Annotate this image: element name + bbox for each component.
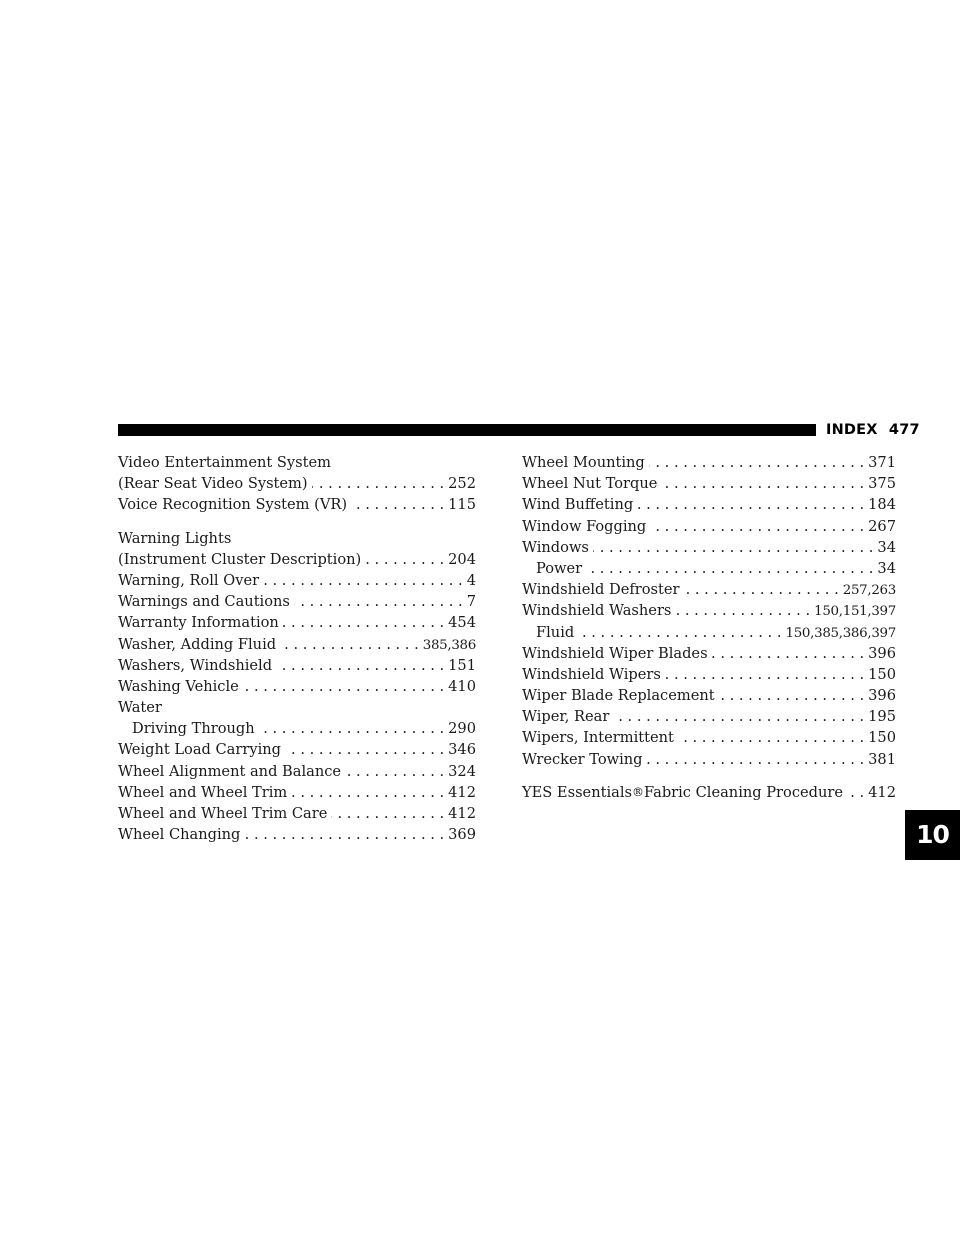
index-term: Weight Load Carrying bbox=[118, 741, 281, 759]
dot-leader bbox=[244, 824, 444, 845]
brand-name: YES Essentials bbox=[522, 783, 632, 801]
index-term: Window Fogging bbox=[522, 517, 647, 535]
header-rule bbox=[118, 424, 816, 436]
dot-leader bbox=[678, 727, 864, 748]
index-page: 150,151,397 bbox=[814, 604, 896, 620]
index-term: Power bbox=[536, 559, 583, 577]
page-number: 477 bbox=[888, 422, 920, 438]
index-page: 204 bbox=[448, 550, 476, 568]
dot-leader bbox=[263, 570, 463, 591]
index-term: Windshield Wipers bbox=[522, 665, 661, 683]
index-entry bbox=[118, 570, 476, 591]
term-remainder: Fabric Cleaning Procedure bbox=[643, 783, 843, 801]
index-entry bbox=[522, 516, 896, 537]
index-entry bbox=[522, 706, 896, 727]
index-entry bbox=[118, 676, 476, 697]
index-term: Windshield Washers bbox=[522, 602, 672, 620]
index-term: Wheel and Wheel Trim Care bbox=[118, 805, 328, 822]
index-page: 257,263 bbox=[842, 583, 896, 599]
index-heading-video: Video Entertainment System bbox=[118, 454, 331, 471]
index-subentry bbox=[118, 718, 476, 739]
index-entry bbox=[118, 655, 476, 676]
index-page: 150 bbox=[868, 729, 896, 747]
index-entry bbox=[522, 579, 896, 600]
dot-leader bbox=[650, 516, 864, 537]
index-term: Wheel Alignment and Balance bbox=[118, 762, 342, 780]
index-entry bbox=[118, 739, 476, 760]
index-page: 412 bbox=[448, 805, 476, 822]
chapter-tab: 10 bbox=[905, 810, 960, 860]
dot-leader bbox=[291, 782, 444, 803]
registered-mark: ® bbox=[631, 784, 644, 799]
index-page: 412 bbox=[448, 783, 476, 801]
index-page: 267 bbox=[868, 517, 896, 535]
index-term bbox=[522, 782, 843, 803]
dot-leader bbox=[675, 600, 810, 621]
index-term: (Instrument Cluster Description) bbox=[118, 550, 362, 568]
index-entry bbox=[522, 494, 896, 515]
index-entry bbox=[118, 803, 476, 824]
index-entry bbox=[522, 537, 896, 558]
index-entry bbox=[522, 452, 896, 473]
dot-leader bbox=[259, 718, 444, 739]
index-page: 34 bbox=[877, 538, 896, 556]
dot-leader bbox=[637, 494, 864, 515]
index-page: 375 bbox=[868, 475, 896, 493]
index-term: Wheel and Wheel Trim bbox=[118, 783, 288, 801]
index-term: Wheel Nut Torque bbox=[522, 475, 658, 493]
index-column-right bbox=[522, 452, 896, 803]
index-term: Wiper Blade Replacement bbox=[522, 687, 715, 705]
index-page: 184 bbox=[868, 496, 896, 514]
index-entry bbox=[522, 600, 896, 621]
section-title: INDEX bbox=[826, 422, 878, 438]
index-entry bbox=[118, 782, 476, 803]
dot-leader bbox=[593, 537, 874, 558]
dot-leader bbox=[365, 549, 444, 570]
index-term: Wiper, Rear bbox=[522, 708, 610, 726]
index-page: 7 bbox=[466, 593, 476, 611]
index-heading-warning: Warning Lights bbox=[118, 529, 232, 547]
index-entry bbox=[522, 664, 896, 685]
index-page: 346 bbox=[448, 741, 476, 759]
dot-leader bbox=[312, 473, 445, 494]
index-page: 151 bbox=[448, 656, 476, 674]
dot-leader bbox=[683, 579, 838, 600]
index-page: 4 bbox=[466, 571, 476, 589]
index-term: (Rear Seat Video System) bbox=[118, 475, 308, 493]
index-column-left bbox=[118, 452, 476, 845]
index-entry bbox=[522, 749, 896, 770]
index-page: 396 bbox=[868, 644, 896, 662]
index-page: 369 bbox=[448, 826, 476, 844]
index-term: Windshield Wiper Blades bbox=[522, 644, 708, 662]
index-term: Wrecker Towing bbox=[522, 750, 643, 768]
index-heading-water: Water bbox=[118, 699, 162, 717]
index-term: Voice Recognition System (VR) bbox=[118, 496, 348, 514]
index-term: Washer, Adding Fluid bbox=[118, 635, 277, 653]
index-entry bbox=[118, 824, 476, 845]
index-page: 396 bbox=[868, 687, 896, 705]
index-term: Windshield Defroster bbox=[522, 581, 680, 599]
dot-leader bbox=[578, 622, 781, 643]
index-page: 290 bbox=[448, 720, 476, 738]
index-term: Driving Through bbox=[132, 720, 255, 738]
index-page: 371 bbox=[868, 454, 896, 471]
index-term: Warnings and Cautions bbox=[118, 593, 290, 611]
index-entry bbox=[118, 494, 476, 515]
index-term: Washing Vehicle bbox=[118, 677, 239, 695]
index-subentry bbox=[522, 558, 896, 579]
index-page: 410 bbox=[448, 677, 476, 695]
index-entry-yes-essentials bbox=[522, 782, 896, 803]
dot-leader bbox=[665, 664, 864, 685]
dot-leader bbox=[586, 558, 873, 579]
index-term: Wheel Changing bbox=[118, 826, 241, 844]
index-entry bbox=[118, 761, 476, 782]
index-entry bbox=[522, 727, 896, 748]
index-term: Washers, Windshield bbox=[118, 656, 273, 674]
index-page: 412 bbox=[868, 783, 896, 801]
dot-leader bbox=[351, 494, 444, 515]
index-entry bbox=[118, 634, 476, 655]
index-page: 385,386 bbox=[422, 637, 476, 653]
dot-leader bbox=[647, 749, 865, 770]
dot-leader bbox=[331, 803, 444, 824]
index-term: Fluid bbox=[536, 623, 575, 641]
running-header bbox=[826, 421, 920, 439]
index-page: 150,385,386,397 bbox=[785, 625, 896, 641]
index-page: 150 bbox=[868, 665, 896, 683]
index-entry bbox=[118, 473, 476, 494]
index-term: Wind Buffeting bbox=[522, 496, 634, 514]
dot-leader bbox=[649, 452, 864, 473]
index-page: 252 bbox=[448, 475, 476, 493]
index-entry bbox=[522, 685, 896, 706]
index-page: 381 bbox=[868, 750, 896, 768]
index-term: Warning, Roll Over bbox=[118, 571, 260, 589]
dot-leader bbox=[285, 739, 444, 760]
index-entry bbox=[522, 473, 896, 494]
index-entry bbox=[118, 591, 476, 612]
dot-leader bbox=[345, 761, 444, 782]
index-entry bbox=[118, 549, 476, 570]
dot-leader bbox=[661, 473, 864, 494]
index-term: Windows bbox=[522, 538, 589, 556]
dot-leader bbox=[276, 655, 444, 676]
dot-leader bbox=[712, 643, 865, 664]
dot-leader bbox=[613, 706, 864, 727]
index-subentry bbox=[522, 622, 896, 643]
dot-leader bbox=[847, 782, 864, 803]
index-entry bbox=[522, 643, 896, 664]
index-page: 115 bbox=[448, 496, 476, 514]
index-page: 195 bbox=[868, 708, 896, 726]
dot-leader bbox=[283, 612, 444, 633]
dot-leader bbox=[719, 685, 865, 706]
index-entry bbox=[118, 612, 476, 633]
dot-leader bbox=[243, 676, 444, 697]
dot-leader bbox=[294, 591, 463, 612]
index-page: 324 bbox=[448, 762, 476, 780]
index-page: 454 bbox=[448, 614, 476, 632]
index-term: Wipers, Intermittent bbox=[522, 729, 674, 747]
index-term: Warranty Information bbox=[118, 614, 279, 632]
index-page: 34 bbox=[877, 559, 896, 577]
index-term: Wheel Mounting bbox=[522, 454, 645, 471]
dot-leader bbox=[280, 634, 419, 655]
